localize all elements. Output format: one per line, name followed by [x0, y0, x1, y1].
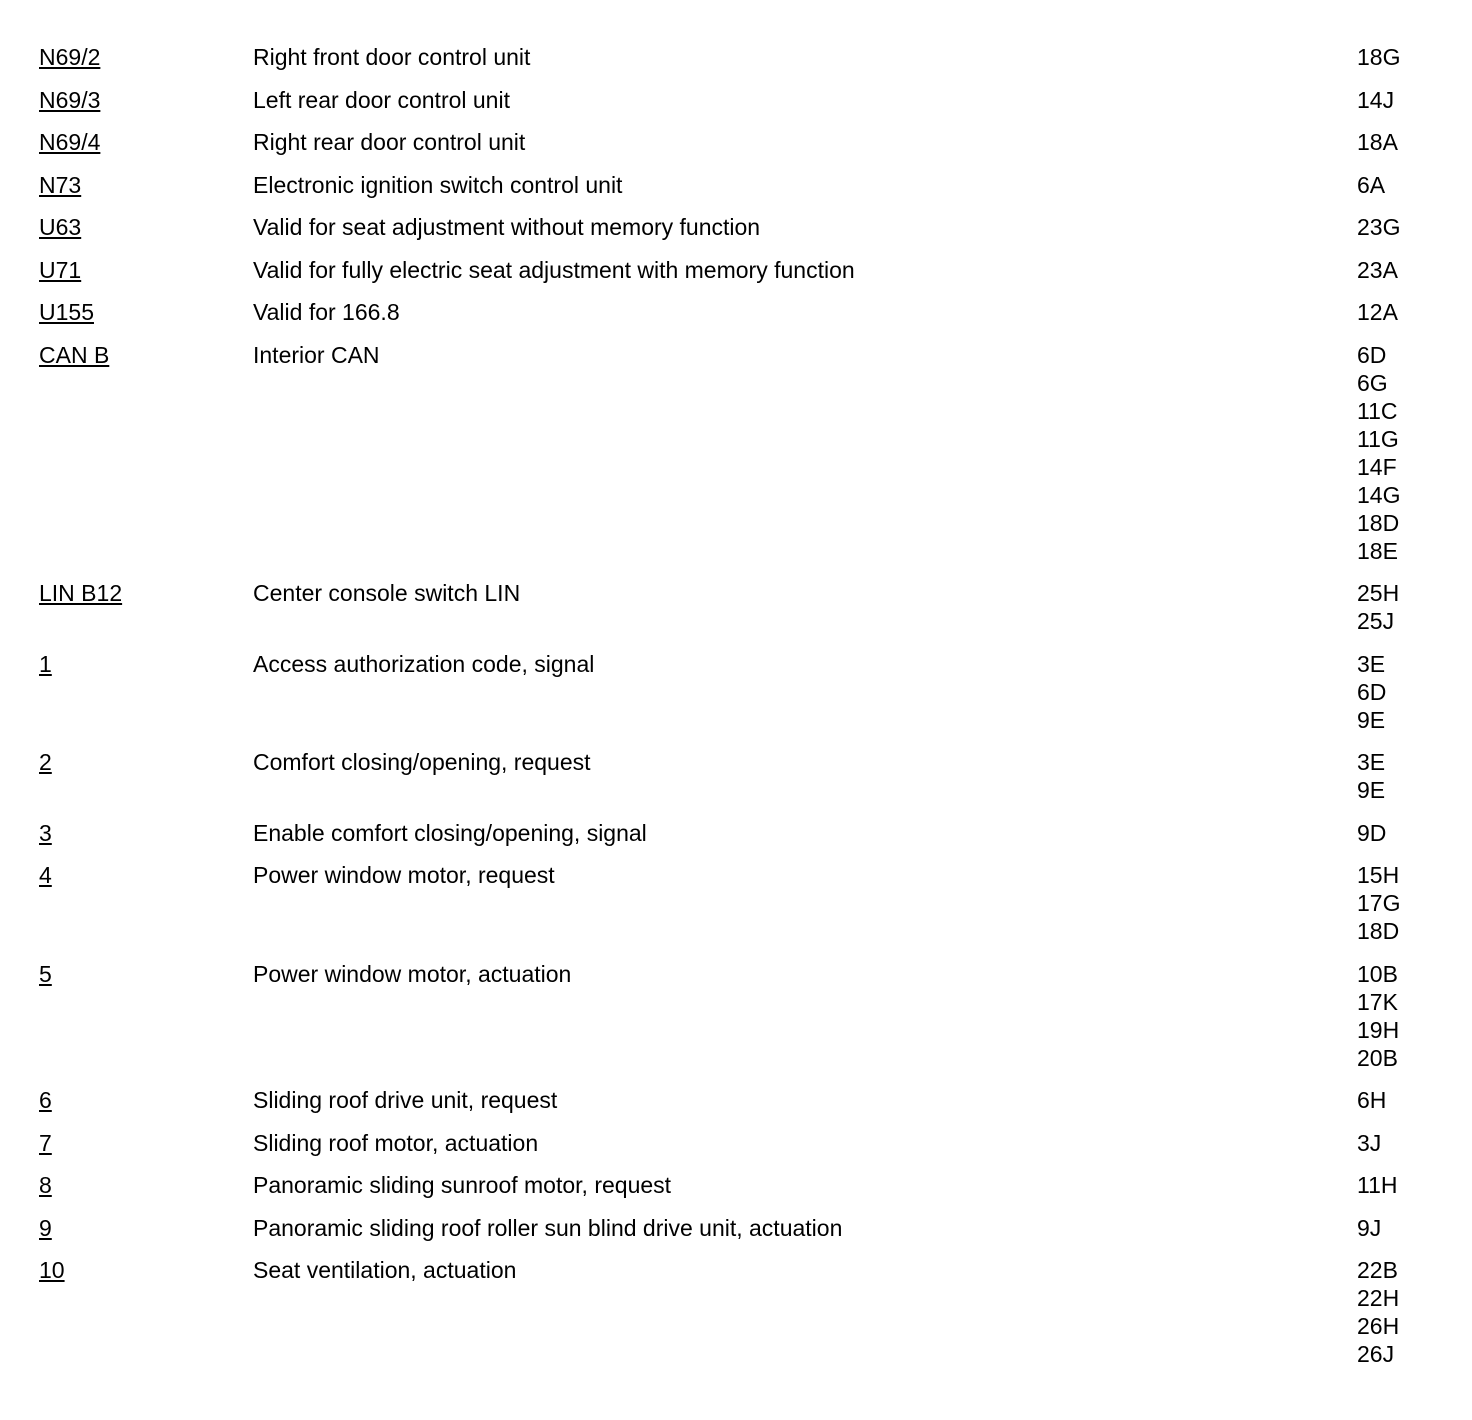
legend-row — [39, 298, 1439, 326]
legend-grid-refs — [1357, 1214, 1437, 1242]
grid-ref: 6G — [1357, 369, 1388, 396]
legend-table — [39, 43, 1439, 1383]
legend-row — [39, 579, 1439, 635]
grid-ref: 23G — [1357, 214, 1401, 240]
legend-code-link[interactable]: 6 — [39, 1087, 52, 1113]
legend-code-cell — [39, 1086, 253, 1114]
grid-ref: 23A — [1357, 256, 1398, 283]
legend-row — [39, 256, 1439, 284]
legend-grid-refs — [1357, 1171, 1437, 1199]
legend-grid-refs — [1357, 43, 1437, 71]
legend-code-link[interactable]: 1 — [39, 650, 52, 677]
grid-ref: 19H — [1357, 1016, 1400, 1043]
legend-code-link[interactable]: N69/4 — [39, 129, 101, 155]
legend-row — [39, 1214, 1439, 1242]
legend-description: Enable comfort closing/opening, signal — [253, 819, 647, 846]
legend-row — [39, 86, 1439, 114]
legend-row — [39, 960, 1439, 1072]
legend-code-cell — [39, 960, 253, 988]
legend-code-cell — [39, 86, 253, 114]
legend-code-link[interactable]: 10 — [39, 1257, 65, 1283]
legend-description: Left rear door control unit — [253, 86, 510, 113]
legend-row — [39, 43, 1439, 71]
legend-code-link[interactable]: 8 — [39, 1172, 52, 1198]
legend-grid-refs — [1357, 256, 1437, 284]
legend-row — [39, 819, 1439, 847]
grid-ref: 17G — [1357, 890, 1401, 916]
grid-ref: 14G — [1357, 481, 1401, 508]
legend-description: Valid for fully electric seat adjustment with memory function — [253, 256, 855, 283]
legend-description: Electronic ignition switch control unit — [253, 171, 623, 198]
legend-grid-refs — [1357, 819, 1437, 847]
legend-code-link[interactable]: 4 — [39, 862, 52, 888]
legend-description: Panoramic sliding sunroof motor, request — [253, 1172, 672, 1198]
legend-row — [39, 650, 1439, 734]
legend-row — [39, 341, 1439, 565]
legend-row — [39, 213, 1439, 241]
legend-code-cell — [39, 1171, 253, 1199]
legend-code-cell — [39, 579, 253, 607]
legend-code-link[interactable]: 2 — [39, 749, 52, 775]
legend-code-cell — [39, 1256, 253, 1284]
legend-code-link[interactable]: LIN B12 — [39, 580, 123, 606]
legend-code-cell — [39, 650, 253, 678]
grid-ref: 12A — [1357, 299, 1398, 325]
grid-ref: 18G — [1357, 44, 1401, 70]
grid-ref: 11C — [1357, 397, 1398, 424]
legend-description: Center console switch LIN — [253, 580, 521, 606]
grid-ref: 3J — [1357, 1129, 1382, 1156]
grid-ref: 11H — [1357, 1172, 1398, 1198]
legend-description: Comfort closing/opening, request — [253, 749, 591, 775]
legend-code-link[interactable]: U63 — [39, 214, 82, 240]
legend-description: Panoramic sliding roof roller sun blind drive unit, actuation — [253, 1214, 843, 1241]
legend-description: Interior CAN — [253, 341, 380, 368]
grid-ref: 11G — [1357, 425, 1399, 452]
legend-code-link[interactable]: CAN B — [39, 341, 110, 368]
legend-grid-refs — [1357, 86, 1437, 114]
legend-code-link[interactable]: 9 — [39, 1214, 52, 1241]
grid-ref: 22H — [1357, 1285, 1400, 1311]
legend-grid-refs — [1357, 213, 1437, 241]
legend-code-link[interactable]: 3 — [39, 819, 52, 846]
grid-ref: 17K — [1357, 988, 1398, 1015]
legend-code-link[interactable]: U71 — [39, 256, 82, 283]
legend-grid-refs — [1357, 171, 1437, 199]
legend-row — [39, 171, 1439, 199]
legend-grid-refs — [1357, 579, 1437, 635]
grid-ref: 25J — [1357, 608, 1395, 634]
grid-ref: 6A — [1357, 171, 1386, 198]
legend-code-link[interactable]: N69/3 — [39, 86, 101, 113]
grid-ref: 9E — [1357, 777, 1386, 803]
legend-grid-refs — [1357, 960, 1437, 1072]
legend-row — [39, 1256, 1439, 1368]
legend-row — [39, 128, 1439, 156]
grid-ref: 18D — [1357, 509, 1400, 536]
grid-ref: 9J — [1357, 1214, 1382, 1241]
legend-grid-refs — [1357, 1129, 1437, 1157]
legend-row — [39, 1129, 1439, 1157]
legend-code-cell — [39, 748, 253, 776]
legend-grid-refs — [1357, 128, 1437, 156]
legend-code-cell — [39, 43, 253, 71]
legend-description: Seat ventilation, actuation — [253, 1257, 517, 1283]
legend-row — [39, 1171, 1439, 1199]
legend-code-cell — [39, 171, 253, 199]
grid-ref: 15H — [1357, 862, 1400, 888]
legend-code-cell — [39, 298, 253, 326]
legend-grid-refs — [1357, 1086, 1437, 1114]
grid-ref: 18E — [1357, 537, 1398, 564]
grid-ref: 6H — [1357, 1087, 1387, 1113]
grid-ref: 9E — [1357, 706, 1386, 733]
grid-ref: 18A — [1357, 129, 1398, 155]
legend-description: Valid for seat adjustment without memory function — [253, 214, 761, 240]
legend-description: Sliding roof drive unit, request — [253, 1087, 558, 1113]
legend-row — [39, 861, 1439, 945]
legend-grid-refs — [1357, 298, 1437, 326]
grid-ref: 26J — [1357, 1341, 1395, 1367]
legend-description: Power window motor, actuation — [253, 960, 572, 987]
legend-grid-refs — [1357, 748, 1437, 804]
legend-grid-refs — [1357, 1256, 1437, 1368]
legend-code-link[interactable]: U155 — [39, 299, 94, 325]
grid-ref: 22B — [1357, 1257, 1398, 1283]
grid-ref: 14J — [1357, 86, 1395, 113]
legend-description: Sliding roof motor, actuation — [253, 1129, 539, 1156]
grid-ref: 3E — [1357, 650, 1386, 677]
legend-code-cell — [39, 1129, 253, 1157]
legend-description: Valid for 166.8 — [253, 299, 400, 325]
legend-code-cell — [39, 1214, 253, 1242]
legend-grid-refs — [1357, 650, 1437, 734]
legend-code-cell — [39, 128, 253, 156]
grid-ref: 26H — [1357, 1313, 1400, 1339]
legend-description: Access authorization code, signal — [253, 650, 595, 677]
legend-description: Right front door control unit — [253, 44, 531, 70]
grid-ref: 18D — [1357, 918, 1400, 944]
grid-ref: 6D — [1357, 678, 1387, 705]
grid-ref: 10B — [1357, 960, 1398, 987]
grid-ref: 9D — [1357, 819, 1387, 846]
legend-code-link[interactable]: 5 — [39, 960, 52, 987]
grid-ref: 25H — [1357, 580, 1400, 606]
grid-ref: 20B — [1357, 1044, 1398, 1071]
legend-code-link[interactable]: N73 — [39, 171, 82, 198]
legend-grid-refs — [1357, 861, 1437, 945]
legend-code-cell — [39, 213, 253, 241]
legend-row — [39, 1086, 1439, 1114]
legend-description: Power window motor, request — [253, 862, 555, 888]
grid-ref: 6D — [1357, 341, 1387, 368]
grid-ref: 14F — [1357, 453, 1397, 480]
legend-code-link[interactable]: 7 — [39, 1129, 52, 1156]
legend-code-cell — [39, 341, 253, 369]
legend-row — [39, 748, 1439, 804]
legend-description: Right rear door control unit — [253, 129, 526, 155]
legend-code-link[interactable]: N69/2 — [39, 44, 101, 70]
legend-code-cell — [39, 819, 253, 847]
legend-code-cell — [39, 256, 253, 284]
grid-ref: 3E — [1357, 749, 1386, 775]
legend-grid-refs — [1357, 341, 1437, 565]
legend-code-cell — [39, 861, 253, 889]
